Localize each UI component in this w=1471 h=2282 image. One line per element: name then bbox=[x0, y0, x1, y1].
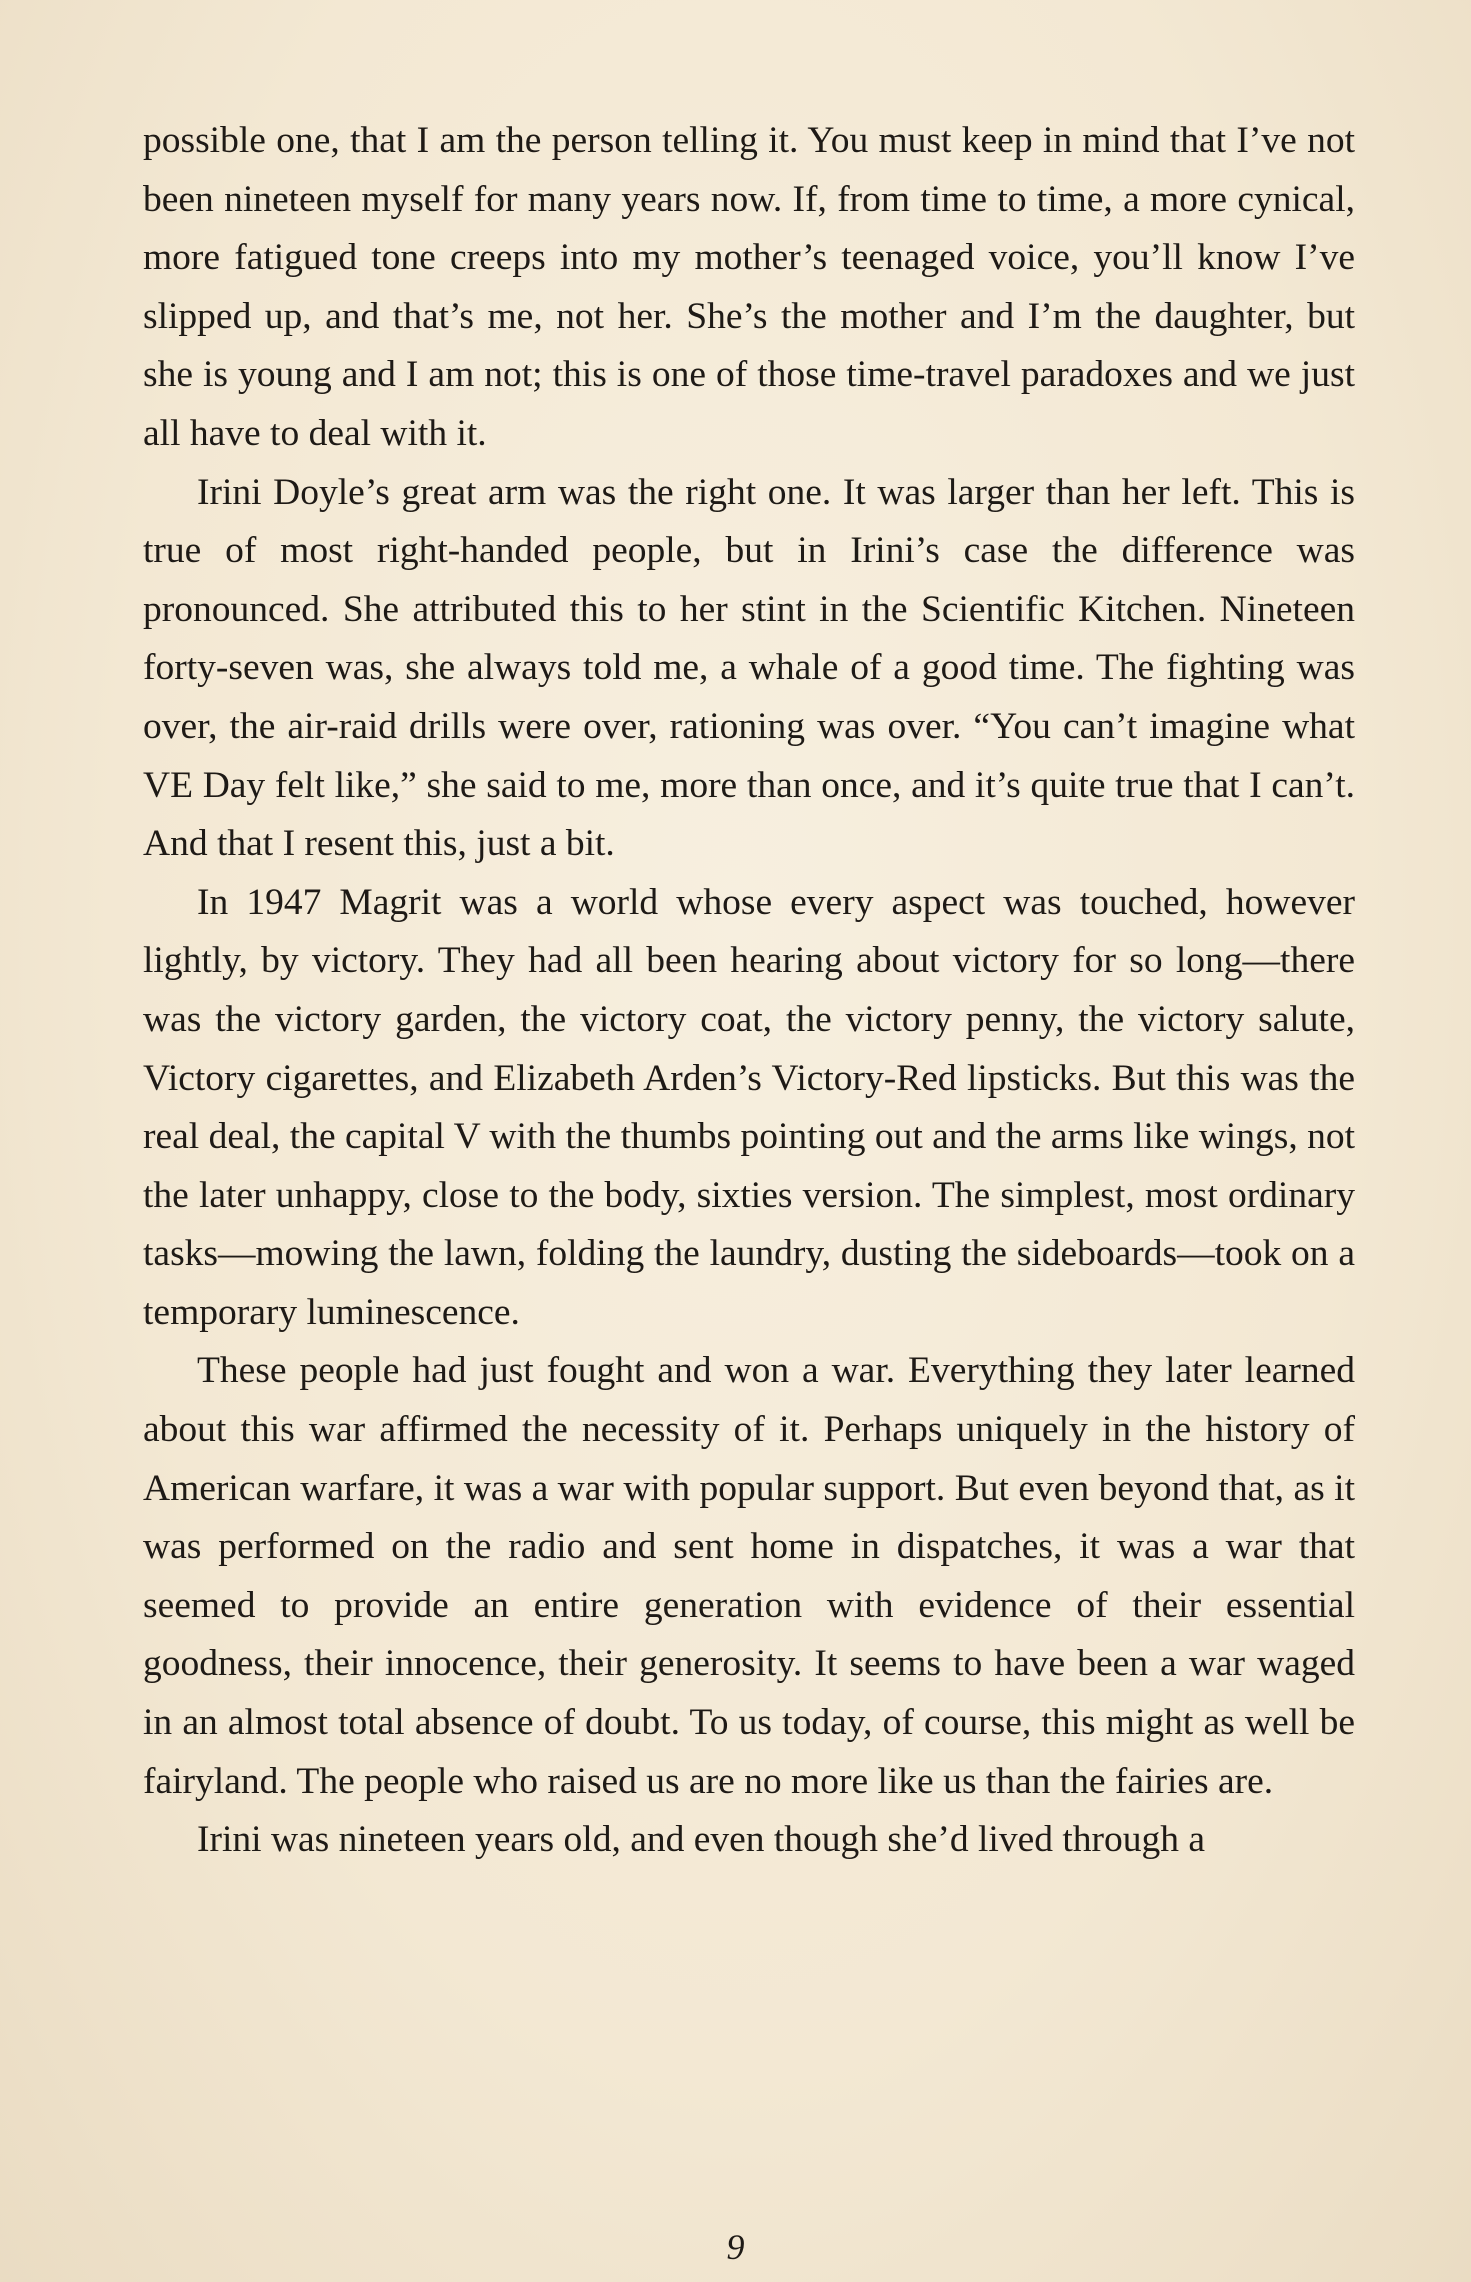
paragraph-irini-nineteen: Irini was nineteen years old, and even though she’d lived through a bbox=[197, 1819, 1206, 1861]
body-text bbox=[143, 112, 1355, 1870]
paragraph-irini-arm: Irini Doyle’s great arm was the right one. It was larger than her left. This is true of most right-handed people, but in Irini’s case the difference was pronounced. She attributed this to her stint in the Scientific Kitchen. Nineteen forty-seven was, she always told me, a whale of a good time. The fighting was over, the air-raid drills were over, rationing was over. “You can’t imagine what VE Day felt like,” she said to me, more than once, and it’s quite true that I can’t. And that I resent this, just a bit. bbox=[143, 471, 1355, 865]
paragraph-war: These people had just fought and won a war. Everything they later learned about this war affirmed the necessity of it. Perhaps uniquely in the history of American warfare, it was a war with popular support. But even beyond that, as it was performed on the radio and sent home in dispatches, it was a war that seemed to provide an entire generation with evidence of their essential goodness, their innocence, their generosity. It seems to have been a war waged in an almost total absence of doubt. To us today, of course, this might as well be fairyland. The people who raised us are no more like us than the fairies are. bbox=[143, 1350, 1355, 1802]
paragraph-continued: possible one, that I am the person telling it. You must keep in mind that I’ve not been nineteen myself for many years now. If, from time to time, a more cynical, more fatigued tone creeps into my mother’s teenaged voice, you’ll know I’ve slipped up, and that’s me, not her. She’s the mother and I’m the daughter, but she is young and I am not; this is one of those time-travel paradoxes and we just all have to deal with it. bbox=[143, 120, 1355, 454]
page-number: 9 bbox=[726, 2227, 745, 2267]
paragraph-victory: In 1947 Magrit was a world whose every aspect was touched, however lightly, by victory. They had all been hearing about victory for so long—there was the victory garden, the victory coat, the victory penny, the victory salute, Victory cigarettes, and Elizabeth Arden’s Victory-Red lipsticks. But this was the real deal, the capital V with the thumbs pointing out and the arms like wings, not the later unhappy, close to the body, sixties version. The simplest, most ordinary tasks—mowing the lawn, folding the laundry, dusting the sideboards—took on a temporary luminescence. bbox=[143, 881, 1355, 1333]
